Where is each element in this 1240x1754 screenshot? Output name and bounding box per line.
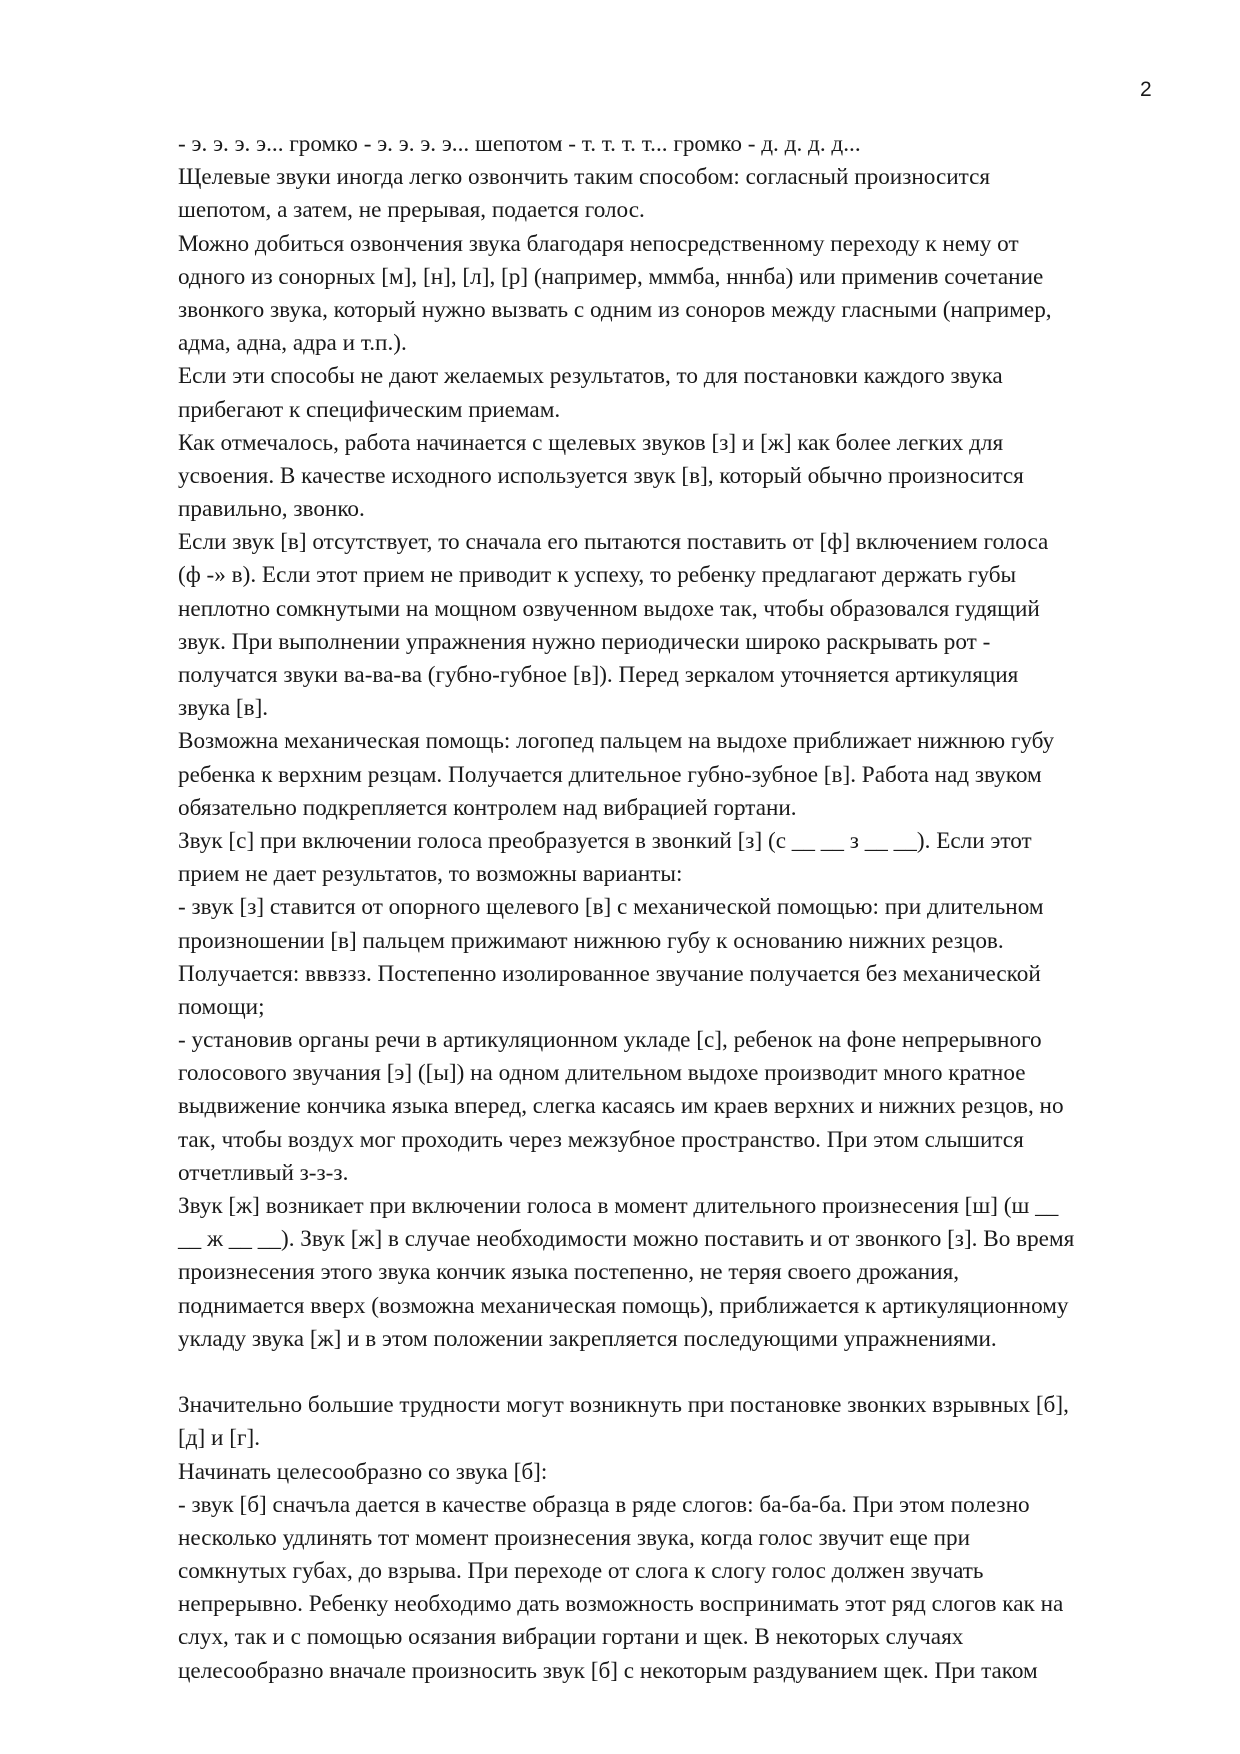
text-line: [д] и [г]. xyxy=(178,1425,260,1452)
text-line: шепотом, а затем, не прерывая, подается голос. xyxy=(178,197,645,224)
text-line: укладу звука [ж] и в этом положении закрепляется последующими упражнениями. xyxy=(178,1325,997,1352)
text-line: Если эти способы не дают желаемых результатов, то для постановки каждого звука xyxy=(178,363,1003,390)
text-line: звука [в]. xyxy=(178,695,269,722)
text-line: Как отмечалось, работа начинается с щелевых звуков [з] и [ж] как более легких для xyxy=(178,429,1004,456)
blank-line xyxy=(178,1356,1178,1389)
text-line: прибегают к специфическим приемам. xyxy=(178,396,561,423)
text-line: голосового звучания [э] ([ы]) на одном длительном выдохе производит много кратное xyxy=(178,1060,1026,1087)
text-line: Получается: вввззз. Постепенно изолированное звучание получается без механической xyxy=(178,960,1041,987)
text-line: сомкнутых губах, до взрыва. При переходе от слога к слогу голос должен звучать xyxy=(178,1558,984,1585)
page-number: 2 xyxy=(1140,78,1152,101)
text-line: Звук [ж] возникает при включении голоса в момент длительного произнесения [ш] (ш __ xyxy=(178,1193,1059,1219)
text-line: прием не дает результатов, то возможны варианты: xyxy=(178,861,683,888)
text-line: слух, так и с помощью осязания вибрации гортани и щек. В некоторых случаях xyxy=(178,1624,964,1651)
text-line: адма, адна, адра и т.п.). xyxy=(178,330,407,357)
text-line: получатся звуки ва-ва-ва (губно-губное [в]). Перед зеркалом уточняется артикуляция xyxy=(178,662,1019,688)
text-line: ребенка к верхним резцам. Получается длительное губно-зубное [в]. Работа над звуком xyxy=(178,761,1042,788)
text-line: целесообразно вначале произносить звук [б] с некоторым раздуванием щек. При таком xyxy=(178,1657,1038,1684)
text-line: так, чтобы воздух мог проходить через межзубное пространство. При этом слышится xyxy=(178,1126,1024,1153)
text-line: звук. При выполнении упражнения нужно периодически широко раскрывать рот - xyxy=(178,628,991,655)
text-line: одного из сонорных [м], [н], [л], [р] (например, мммба, нннба) или применив сочетание xyxy=(178,263,1044,290)
text-line: Начинать целесообразно со звука [б]: xyxy=(178,1458,548,1485)
text-line: усвоения. В качестве исходного используется звук [в], который обычно произносится xyxy=(178,462,1024,489)
text-line: Возможна механическая помощь: логопед пальцем на выдохе приближает нижнюю губу xyxy=(178,728,1055,755)
text-line: помощи; xyxy=(178,993,265,1020)
text-line: Если звук [в] отсутствует, то сначала его пытаются поставить от [ф] включением голоса xyxy=(178,529,1049,556)
text-line: звонкого звука, который нужно вызвать с одним из соноров между гласными (например, xyxy=(178,296,1052,323)
text-line: обязательно подкрепляется контролем над вибрацией гортани. xyxy=(178,794,797,821)
text-line: - звук [б] сначъла дается в качестве образца в ряде слогов: ба-ба-ба. При этом полезно xyxy=(178,1491,1030,1518)
text-line: произношении [в] пальцем прижимают нижнюю губу к основанию нижних резцов. xyxy=(178,927,1004,954)
text-line: неплотно сомкнутыми на мощном озвученном выдохе так, чтобы образовался гудящий xyxy=(178,595,1040,622)
text-line: - установив органы речи в артикуляционном укладе [с], ребенок на фоне непрерывного xyxy=(178,1027,1042,1054)
text-line: выдвижение кончика языка вперед, слегка касаясь им краев верхних и нижних резцов, но xyxy=(178,1093,1064,1120)
text-line: отчетливый з-з-з. xyxy=(178,1159,349,1186)
text-line: - звук [з] ставится от опорного щелевого [в] с механической помощью: при длительном xyxy=(178,894,1044,921)
text-line: Значительно большие трудности могут возникнуть при постановке звонких взрывных [б], xyxy=(178,1392,1069,1419)
text-line: поднимается вверх (возможна механическая помощь), приближается к артикуляционному xyxy=(178,1292,1069,1319)
document-body xyxy=(178,128,1178,1688)
text-line: Можно добиться озвончения звука благодаря непосредственному переходу к нему от xyxy=(178,230,1019,257)
text-line: произнесения этого звука кончик языка постепенно, не теряя своего дрожания, xyxy=(178,1259,960,1286)
text-line: непрерывно. Ребенку необходимо дать возможность воспринимать этот ряд слогов как на xyxy=(178,1591,1064,1618)
text-line: Звук [с] при включении голоса преобразуется в звонкий [з] (с __ __ з __ __). Если этот xyxy=(178,827,1032,854)
text-line: - э. э. э. э... громко - э. э. э. э... шепотом - т. т. т. т... громко - д. д. д. д... xyxy=(178,131,861,157)
text-line: Щелевые звуки иногда легко озвончить таким способом: согласный произносится xyxy=(178,164,991,191)
text-line: (ф -» в). Если этот прием не приводит к успеху, то ребенку предлагают держать губы xyxy=(178,562,1017,589)
text-line: правильно, звонко. xyxy=(178,496,365,523)
text-line: __ ж __ __). Звук [ж] в случае необходимости можно поставить и от звонкого [з]. Во время xyxy=(178,1226,1075,1253)
text-line: несколько удлинять тот момент произнесения звука, когда голос звучит еще при xyxy=(178,1524,971,1551)
